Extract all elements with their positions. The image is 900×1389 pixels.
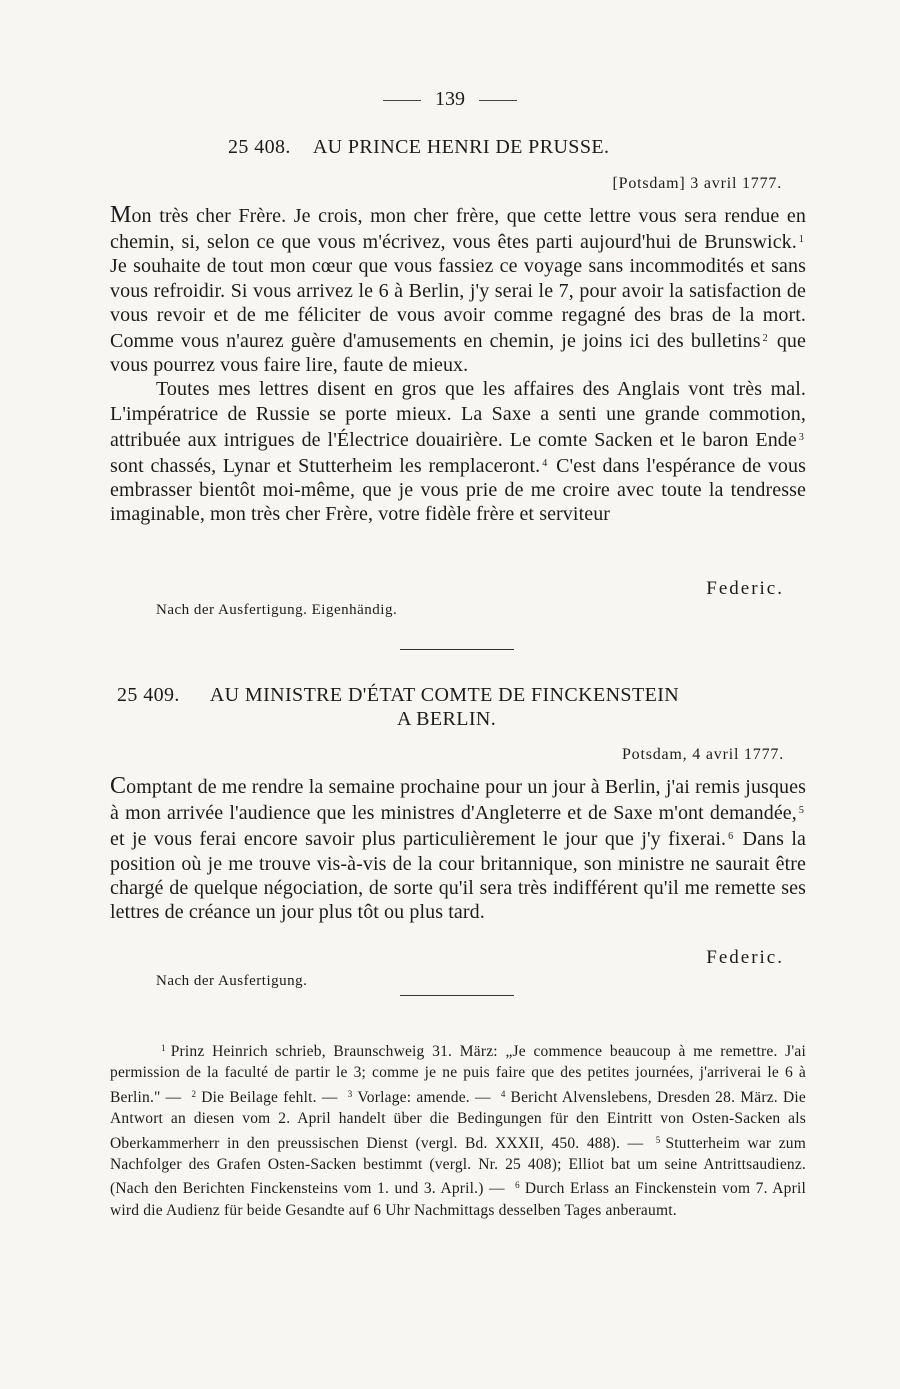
letter-1-paragraph-1	[110, 203, 806, 377]
letter-1-initial: M	[110, 202, 132, 228]
footnote-ref-1: 1	[798, 234, 804, 246]
footnote-text-4: Bericht Alvenslebens, Dresden 28. März. Die Antwort an diesen vom 2. April handelt über die Bedingungen für den Eintritt von Osten-Sacken als Oberkammerherr in den preussischen Dienst (vergl. Bd. XXXII, 450. 488). —	[110, 1088, 806, 1152]
letter-1-heading	[228, 136, 609, 159]
letter-1-text-f: C'est dans l'espérance de vous embrasser bientôt moi-même, que je vous prie de me croire avec toute la tendresse imaginable, mon très cher Frère, votre fidèle frère et serviteur	[110, 455, 806, 526]
footnote-ref-6: 6	[728, 831, 734, 843]
footnote-text-1: Prinz Heinrich schrieb, Braunschweig 31. März: „Je commence beaucoup à me remettre. J'ai permission de la faculté de partir le 3; comme je ne puis faire que des petites journées, j'arriverai le 6 à Berlin." —	[110, 1043, 806, 1106]
letter-1-source-note: Nach der Ausfertigung. Eigenhändig.	[156, 602, 398, 618]
page-number-rule-right	[479, 100, 517, 101]
page-number-row	[0, 88, 900, 111]
letter-2-body	[110, 774, 806, 924]
letter-2-date: Potsdam, 4 avril 1777.	[621, 746, 784, 763]
letter-2-title-line-2: A BERLIN.	[397, 708, 497, 730]
letter-1-paragraph-2	[110, 377, 806, 526]
footnote-text-3: Vorlage: amende. —	[357, 1088, 496, 1106]
letter-2-number: 25 409.	[117, 684, 180, 706]
footnote-text-2: Die Beilage fehlt. —	[201, 1088, 343, 1106]
letter-1-signature: Federic.	[706, 578, 784, 599]
footnote-number-6: 6	[515, 1180, 520, 1191]
page-number-rule-left	[383, 100, 421, 101]
footnotes-block	[110, 1038, 806, 1221]
footnote-ref-2: 2	[762, 333, 768, 345]
letter-1-text-e: sont chassés, Lynar et Stutterheim les remplaceront.	[110, 455, 541, 478]
footnote-ref-5: 5	[798, 805, 804, 817]
footnote-ref-4: 4	[542, 458, 548, 470]
letter-1-title: AU PRINCE HENRI DE PRUSSE.	[312, 136, 610, 158]
letter-1-text-b: Je souhaite de tout mon cœur que vous fassiez ce voyage sans incommodités et sans vous refroidir. Si vous arrivez le 6 à Berlin, j'y serai le 7, pour avoir la satisfaction de vous revoir et de me féliciter de vous avoir comme regagné des bras de la mort. Comme vous n'aurez guère d'amusements en chemin, je joins ici des bulletins	[110, 255, 806, 353]
letter-1-text-d: Toutes mes lettres disent en gros que les affaires des Anglais vont très mal. L'impératrice de Russie se porte mieux. La Saxe a senti une grande commotion, attribuée aux intrigues de l'Électrice douairière. Le comte Sacken et le baron Ende	[110, 378, 806, 451]
letter-1-text-a: on très cher Frère. Je crois, mon cher frère, que cette lettre vous sera rendue en chemin, si, selon ce que vous m'écrivez, vous êtes parti aujourd'hui de Brunswick.	[110, 205, 806, 254]
letter-1-number: 25 408.	[228, 136, 291, 158]
letter-2-paragraph-1	[110, 774, 806, 924]
letter-2-source-note: Nach der Ausfertigung.	[156, 973, 308, 989]
footnotes-paragraph	[110, 1038, 806, 1221]
footnote-number-2: 2	[191, 1088, 197, 1099]
section-divider-1	[400, 649, 514, 650]
letter-1-body	[110, 203, 806, 527]
footnote-number-1: 1	[161, 1043, 166, 1053]
letter-2-initial: C	[110, 773, 127, 799]
letter-2-text-c: Dans la position où je me trouve vis-à-vis de la cour britannique, son ministre ne saurait être chargé de quelque négociation, de sorte qu'il sera très indifférent qu'il me remette ses lettres de créance un jour plus tôt ou plus tard.	[110, 828, 806, 924]
letter-2-signature: Federic.	[706, 947, 784, 968]
footnote-ref-3: 3	[798, 431, 804, 443]
footnote-number-5: 5	[655, 1134, 661, 1145]
letter-2-text-a: omptant de me rendre la semaine prochaine pour un jour à Berlin, j'ai remis jusques à mon arrivée l'audience que les ministres d'Angleterre et de Saxe m'ont demandée,	[110, 776, 806, 825]
footnote-number-3: 3	[347, 1088, 353, 1099]
footnote-text-6: Durch Erlass an Finckenstein vom 7. April wird die Audienz für beide Gesandte auf 6 Uhr Nachmittags desselben Tages anberaumt.	[110, 1180, 806, 1219]
footnote-number-4: 4	[500, 1088, 506, 1099]
letter-1-date: [Potsdam] 3 avril 1777.	[612, 175, 782, 192]
letter-2-text-b: et je vous ferai encore savoir plus particulièrement le jour que j'y fixerai.	[110, 828, 727, 851]
letter-1-text-c: que vous pourrez vous faire lire, faute de mieux.	[110, 330, 806, 377]
page-number: 139	[435, 88, 465, 110]
footnote-text-5: Stutterheim war zum Nachfolger des Grafen Osten-Sacken bestimmt (vergl. Nr. 25 408); Elliot bat um seine Antrittsaudienz. (Nach den Berichten Finckensteins vom 1. und 3. April.) —	[110, 1134, 806, 1198]
letter-2-heading	[117, 684, 679, 707]
letter-2-title-line-1: AU MINISTRE D'ÉTAT COMTE DE FINCKENSTEIN	[209, 684, 680, 706]
section-divider-2	[400, 995, 514, 996]
